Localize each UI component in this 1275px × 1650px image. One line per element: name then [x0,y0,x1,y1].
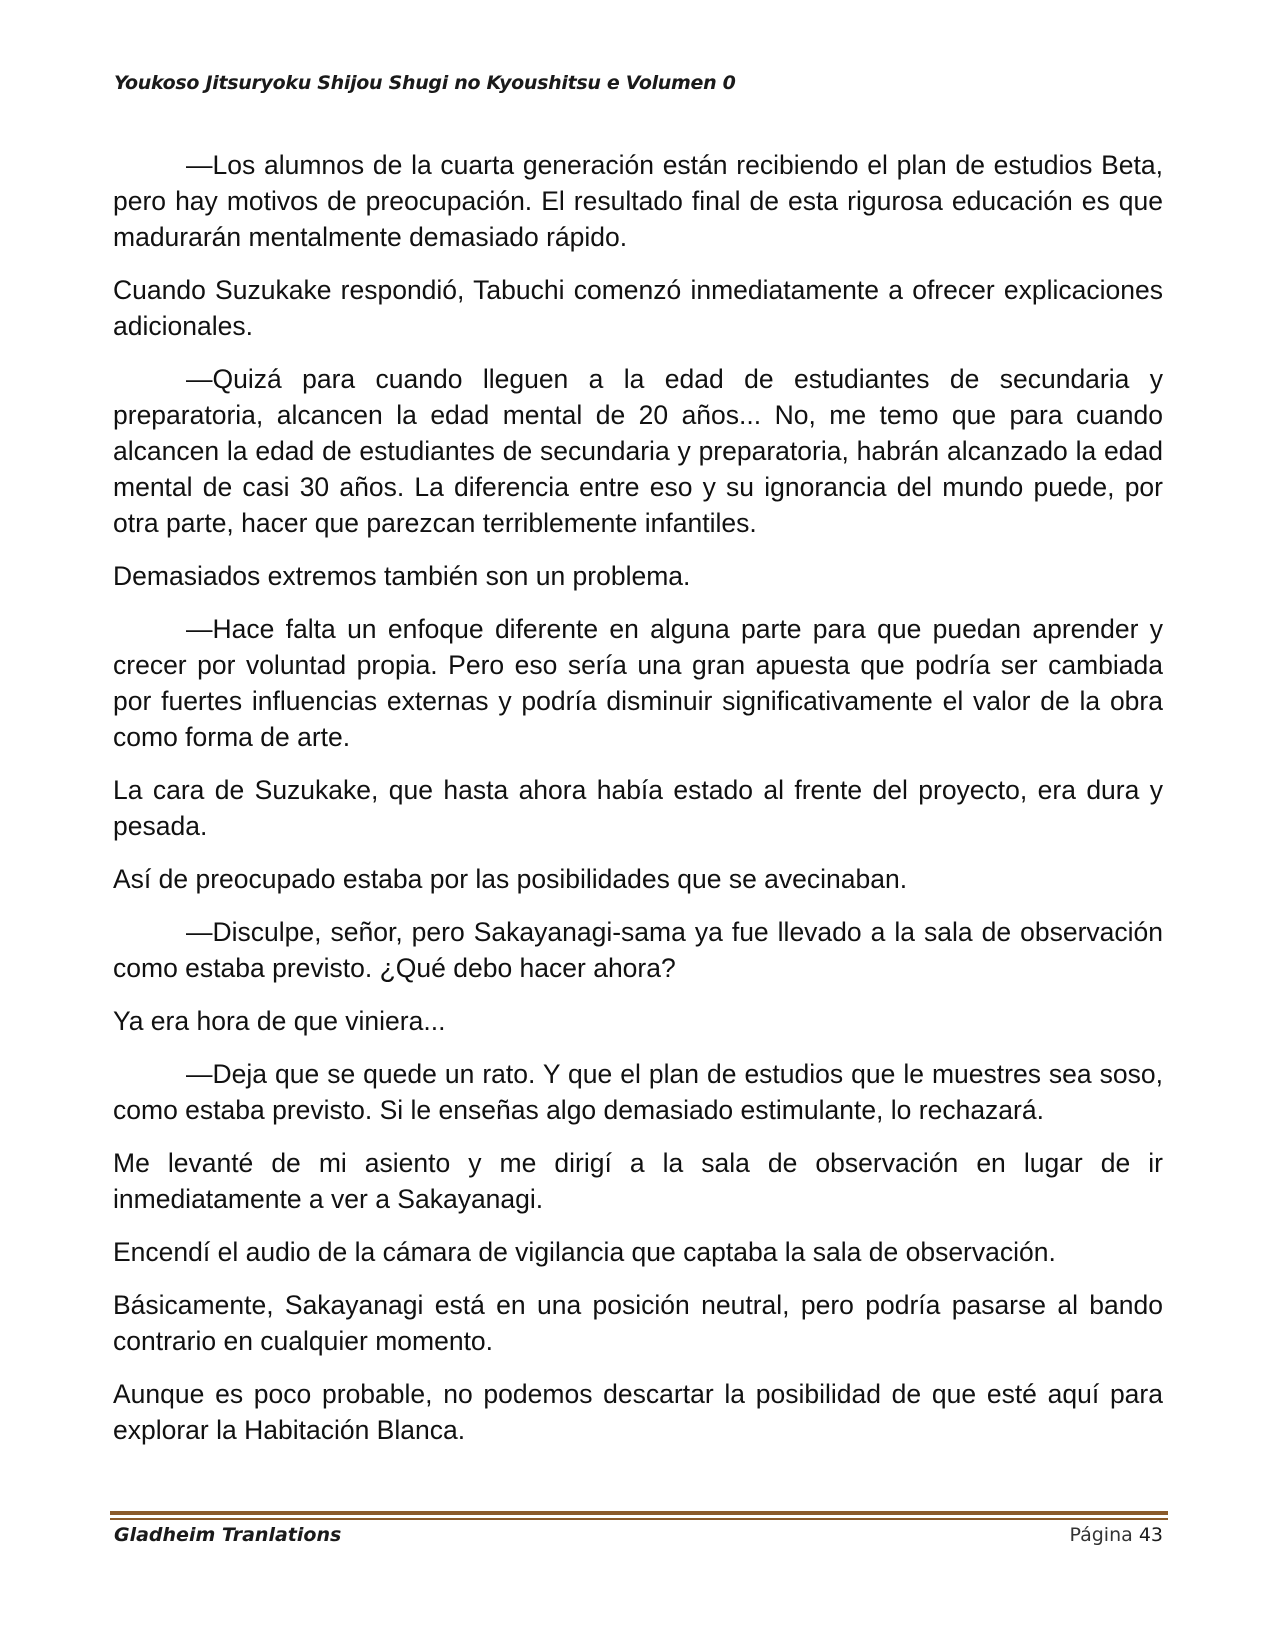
footer-divider-thin [110,1518,1168,1520]
paragraph-dialog: —Quizá para cuando lleguen a la edad de estudiantes de secundaria y preparatoria, alcancen la edad mental de 20 años... No, me temo que para cuando alcancen la edad de estudiantes de secundaria y preparatoria, habrán alcanzado la edad mental de casi 30 años. La diferencia entre eso y su ignorancia del mundo puede, por otra parte, hacer que parezcan terriblemente infantiles. [113,364,1163,538]
paragraph: Así de preocupado estaba por las posibilidades que se avecinaban. [113,864,908,894]
paragraph: Cuando Suzukake respondió, Tabuchi comenzó inmediatamente a ofrecer explicaciones adicionales. [113,275,1163,341]
paragraph-dialog: —Disculpe, señor, pero Sakayanagi-sama ya fue llevado a la sala de observación como estaba previsto. ¿Qué debo hacer ahora? [113,917,1163,983]
paragraph: Me levanté de mi asiento y me dirigí a la sala de observación en lugar de ir inmediatamente a ver a Sakayanagi. [113,1148,1163,1214]
paragraph: Encendí el audio de la cámara de vigilancia que captaba la sala de observación. [113,1237,1056,1267]
page-number-block [1069,1524,1163,1546]
body-text [113,147,1163,1465]
paragraph-dialog: —Los alumnos de la cuarta generación están recibiendo el plan de estudios Beta, pero hay motivos de preocupación. El resultado final de esta rigurosa educación es que madurarán mentalmente demasiado rápido. [113,150,1163,252]
footer-divider-thick [110,1511,1168,1515]
paragraph-dialog: —Hace falta un enfoque diferente en alguna parte para que puedan aprender y crecer por voluntad propia. Pero eso sería una gran apuesta que podría ser cambiada por fuertes influencias externas y podría disminuir significativamente el valor de la obra como forma de arte. [113,614,1163,752]
page-number: 43 [1138,1524,1163,1546]
paragraph: Demasiados extremos también son un problema. [113,561,691,591]
paragraph: Ya era hora de que viniera... [113,1006,446,1036]
translator-credit: Gladheim Tranlations [114,1524,342,1546]
page-label: Página [1069,1524,1133,1546]
running-header: Youkoso Jitsuryoku Shijou Shugi no Kyoushitsu e Volumen 0 [114,72,736,94]
paragraph: La cara de Suzukake, que hasta ahora había estado al frente del proyecto, era dura y pesada. [113,775,1163,841]
paragraph: Aunque es poco probable, no podemos descartar la posibilidad de que esté aquí para explorar la Habitación Blanca. [113,1379,1163,1445]
paragraph: Básicamente, Sakayanagi está en una posición neutral, pero podría pasarse al bando contrario en cualquier momento. [113,1290,1163,1356]
paragraph-dialog: —Deja que se quede un rato. Y que el plan de estudios que le muestres sea soso, como estaba previsto. Si le enseñas algo demasiado estimulante, lo rechazará. [113,1059,1163,1125]
